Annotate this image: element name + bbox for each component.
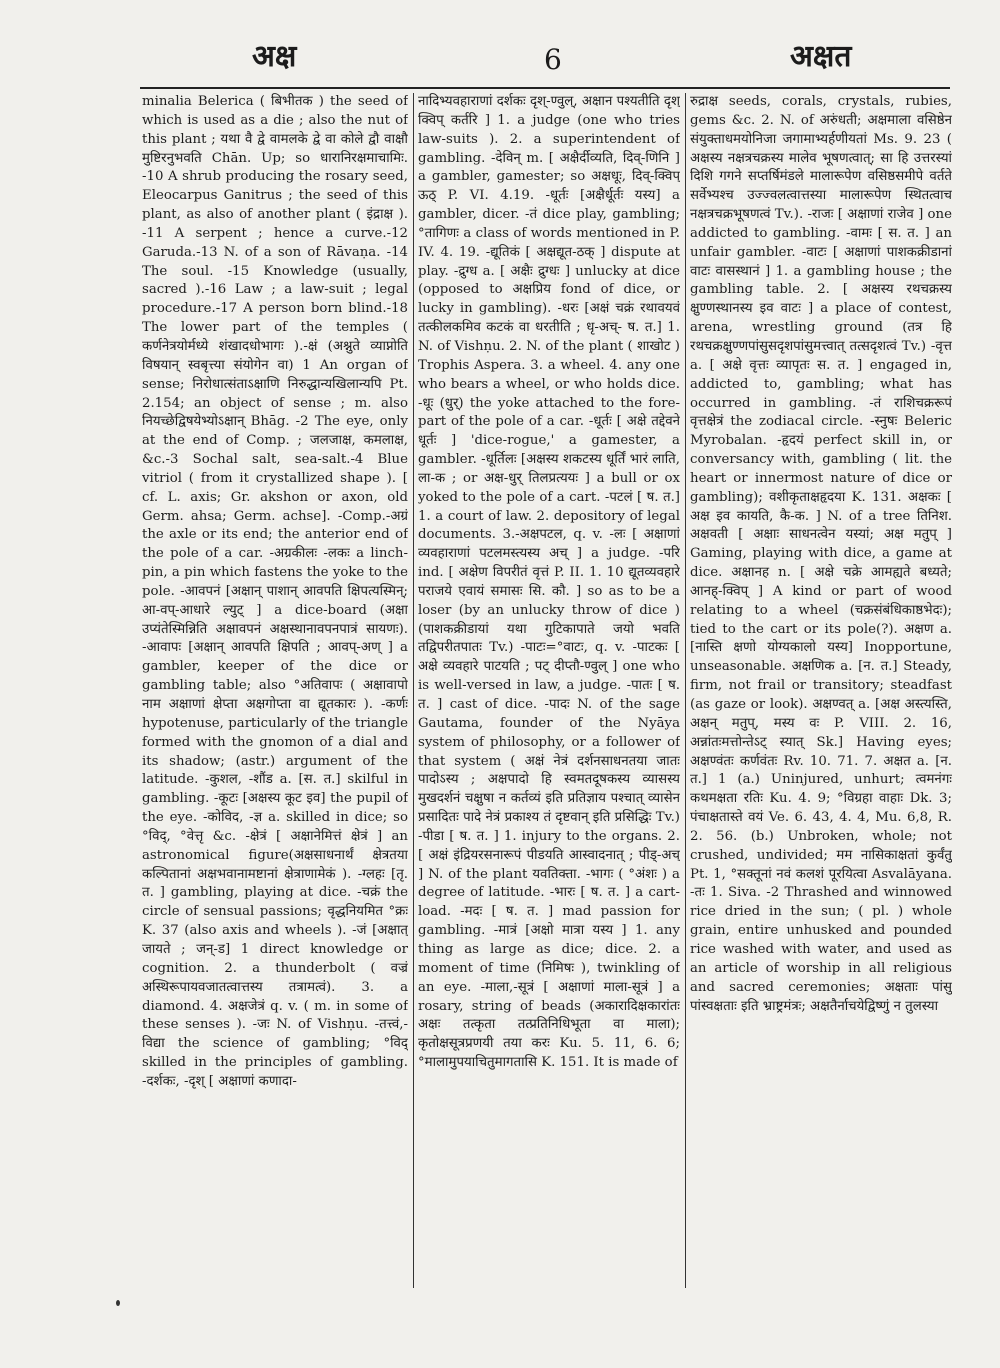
column-text: नादिभ्यवहाराणां दर्शकः दृश्-ण्वुल्, अक्षान पश्यतीति दृश् क्विप् कर्तरि ] 1. a judge (one who tries law-suits ). 2. a superintendent of gambling. -देविन् m. [ अक्षैर्दीव्यति, दिव्-णिनि ] a gambler, gamester; so अक्षधूः, दिव्-क्विप् ऊठ् P. VI. 4.19. -धूर्तः [अक्षैर्धूर्तः यस्य] a gambler, dicer. -तं dice play, gambling; °तागिणः a class of words mentioned in P. IV. 4. 19. -द्यूतिकं [ अक्षद्यूत-ठक् ] dispute at play. -द्रुग्ध a. [ अक्षैः द्रुग्धः ] unlucky at dice (opposed to अक्षप्रिय fond of dice, or lucky in gambling). -धरः [अक्षं चक्रं रथावयवं तत्कीलकमिव कटकं वा धरतीति ; धृ-अच्- ष. त.] 1. N. of Vishṇu. 2. N. of the plant ( शाखोट ) Trophis Aspera. 3. a wheel. 4. any one who bears a wheel, or who holds dice. -धूः (धुर्) the yoke attached to the fore-part of the pole of a car. -धूर्तः [ अक्षे तद्देवने धूर्तः ] 'dice-rogue,' a gamester, a gambler. -धूर्तिलः [अक्षस्य शकटस्य धूर्तिं भारं लाति, ला-क ; or अक्ष-धुर् तिलप्रत्ययः ] a bull or ox yoked to the pole of a cart. -पटलं [ ष. त.] 1. a court of law. 2. depository of legal documents. 3.-अक्षपटल, q. v. -लः [ अक्षाणां व्यवहाराणां पटलमस्त्यस्य अच् ] a judge. -परि ind. [ अक्षेण विपरीतं वृत्तं P. II. 1. 10 द्यूतव्यवहारे पराजये एवायं समासः सि. कौ. ] so as to be a loser (by an unlucky throw of dice ) (पाशकक्रीडायां यथा गुटिकापाते जयो भवति तद्विपरीतपातः Tv.) -पाटः=°वाटः, q. v. -पाटकः [ अक्षे व्यवहारे पाटयति ; पट् दीप्तौ-ण्वुल् ] one who is well-versed in law, a judge. -पातः [ ष. त. ] cast of dice. -पादः N. of the sage Gautama, founder of the Nyāya system of philosophy, or a follower of that system ( अक्षं नेत्रं दर्शनसाधनतया जातः पादोऽस्य ; अक्षपादो हि स्वमतदूषकस्य व्यासस्य मुखदर्शनं चक्षुषा न कर्तव्यं इति प्रतिज्ञाय पश्चात् व्यासेन प्रसादितः पादे नेत्रं प्रकाश्य तं दृष्टवान् इति प्रसिद्धिः Tv.) -पीडा [ ष. त. ] 1. injury to the organs. 2. [ अक्षं इंद्रियरसनारूपं पीडयति आस्वादनात् ; पीड्-अच् ] N. of the plant यवतिक्ता. -भागः ( °अंशः ) a degree of latitude. -भारः [ ष. त. ] a cart-load. -मदः [ ष. त. ] mad passion for gambling. -मात्रं [अक्षो मात्रा यस्य ] 1. any thing as large as dice; dice. 2. a moment of time (निमिषः ), twinkling of an eye. -माला,-सूत्रं [ अक्षाणां माला-सूत्रं ] a rosary, string of beads (अकारादिक्षकारांतः अक्षः तत्कृता तत्प्रतिनिधिभूता वा माला); कृतोक्षसूत्रप्रणयी तया करः Ku. 5. 11, 6. 6; °मालामुपयाचितुमागतासि K. 151. It is made of (418, 94, 680, 1071)
running-head-right: अक्षत (790, 39, 852, 74)
column-text: minalia Belerica ( बिभीतक ) the seed of which is used as a die ; also the nut of this plant ; यथा वै द्वे वामलके द्वे वा कोले द्वौ वाक्षौ मुष्टिरनुभवति Chān. Up; so धारानिरक्षमाचामिः. -10 A shrub producing the rosary seed, Eleocarpus Ganitrus ; the seed of this plant, as also of another plant ( इंद्राक्ष ). -11 A serpent ; hence a curve.-12 Garuda.-13 N. of a son of Rāvaṇa. -14 The soul. -15 Knowledge (usually, sacred ).-16 Law ; a law-suit ; legal procedure.-17 A person born blind.-18 The lower part of the temples ( कर्णनेत्रयोर्मध्ये शंखादधोभागः ).-क्षं (अश्नुते व्याप्नोति विषयान् स्वबृत्त्या संयोगेन वा) 1 An organ of sense; निरोधात्संताऽक्षाणि निरुद्धान्यखिलान्यपि Pt. 2.154; an object of sense ; m. also नियच्छेद्विषयेभ्योऽक्षान् Bhāg. -2 The eye, only at the end of Comp. ; जलजाक्ष, कमलाक्ष, &c.-3 Sochal salt, sea-salt.-4 Blue vitriol ( from it crystallized shape ). [ cf. L. axis; Gr. akshon or axon, old Germ. ahsa; Germ. achse]. -Comp.-अग्रं the axle or its end; the anterior end of the pole of a car. -अग्रकीलः -लकः a linch-pin, a pin which fastens the yoke to the pole. -आवपनं [अक्षान् पाशान् आवपति क्षिपत्यस्मिन्; आ-वप्-आधारे ल्युट् ] a dice-board (अक्षा उप्यंतेस्मिन्निति अक्षावपनं अक्षस्थानावपनपात्रं सायणः). -आवापः [अक्षान् आवपति क्षिपति ; आवप्-अण् ] a gambler, keeper of the dice or gambling table; also °अतिवापः ( अक्षावापो नाम अक्षाणां क्षेप्ता अक्षगोप्ता वा द्यूतकारः ). -कर्णः hypotenuse, particularly of the triangle formed with the gnomon of a dial and its shadow; (astr.) argument of the latitude. -कुशल, -शौंड a. [स. त.] skilful in gambling. -कूटः [अक्षस्य कूट इव] the pupil of the eye. -कोविद, -ज्ञ a. skilled in dice; so °विद्, °वेत्तृ &c. -क्षेत्रं [ अक्षानेमित्तं क्षेत्रं ] an astronomical figure(अक्षसाधनार्थं क्षेत्रतया कल्पितानां अक्षभवानामष्टानां क्षेत्राणामेकं ). -ग्लहः [तृ. त. ] gambling, playing at dice. -चक्रं the circle of sensual passions; वृद्धनियमित °क्रः K. 37 (also axis and wheels ). -जं [अक्षात् जायते ; जन्-ड] 1 direct knowledge or cognition. 2. a thunderbolt ( वज्रं अस्थिरूपायवजातत्वात्तस्य तत्रामत्वं). 3. a diamond. 4. अक्षजेत्रं q. v. ( m. in some of these senses ). -जः N. of Vishṇu. -तत्त्वं,-विद्या the science of gambling; °विद् skilled in the principles of gambling. -दर्शकः, -दृश् [ अक्षाणां कणादा- (142, 94, 408, 1089)
column-right (690, 93, 952, 1288)
column-text: रुद्राक्ष seeds, corals, crystals, rubies, gems &c. 2. N. of अरुंधती; अक्षमाला वसिष्ठेन संयुक्ताधमयोनिजा जगामाभ्यर्हणीयतां Ms. 9. 23 ( अक्षस्य नक्षत्रचक्रस्य मालेव भूषणत्वात्; सा हि उत्तरस्यां दिशि गगने सप्तर्षिमंडले मालारूपेण वसिष्ठसमीपे वर्तते सर्वेभ्यश्च उज्ज्वलत्वात्तस्या मालारूपेण स्थितत्वाच नक्षत्रचक्रभूषणत्वं Tv.). -राजः [ अक्षाणां राजेव ] one addicted to gambling. -वामः [ स. त. ] an unfair gambler. -वाटः [ अक्षाणां पाशकक्रीडानां वाटः वासस्थानं ] 1. a gambling house ; the gambling table. 2. [ अक्षस्य रथचक्रस्य क्षुण्णस्थानस्य इव वाटः ] a place of contest, arena, wrestling ground (तत्र हि रथचक्रक्षुण्णपांसुसदृशपांसुमत्त्वात् तत्सदृशत्वं Tv.) -वृत्त a. [ अक्षे वृत्तः व्यापृतः स. त. ] engaged in, addicted to, gambling; what has occurred in gambling. -तं राशिचक्ररूपं वृत्तक्षेत्रं the zodiacal circle. -स्नुषः Beleric Myrobalan. -हृदयं perfect skill in, or conversancy with, gambling ( lit. the heart or innermost nature of dice or gambling); वशीकृताक्षहृदया K. 131. अक्षकः [ अक्ष इव कायति, कै-क. ] N. of a tree तिनिश. अक्षवती [ अक्षाः साधनत्वेन यस्यां; अक्ष मतुप् ] Gaming, playing with dice, a game at dice. अक्षानह n. [ अक्षे चक्रे आमह्यते बध्यते; आनह्-क्विप् ] A kind or part of wood relating to a wheel (चक्रसंबंधिकाष्ठभेदः); tied to the cart or its pole(?). अक्षण a. [नास्ति क्षणो योग्यकालो यस्य] Inopportune, unseasonable. अक्षणिक a. [न. त.] Steady, firm, not frail or transitory; steadfast (as gaze or look). अक्षण्वत् a. [अक्ष अस्त्यस्ति, अक्षन् मतुप्, मस्य वः P. VIII. 2. 16, अन्नांतःमत्तोन्तेऽट् स्यात् Sk.] Having eyes; अक्षण्वंतः कर्णवंतः Rv. 10. 71. 7. अक्षत a. [न. त.] 1 (a.) Uninjured, unhurt; त्वमनंगः कथमक्षता रतिः Ku. 4. 9; °विग्रहा वाहाः Dk. 3; पंचाक्षतास्ते वयं Ve. 6. 43, 4. 4, Mu. 6,8, R. 2. 56. (b.) Unbroken, whole; not crushed, undivided; मम नासिकाक्षतां कुर्वंतु Pt. 1, °सक्तूनां नवं कलशं पूरयित्वा Asvalāyana. -तः 1. Siva. -2 Thrashed and winnowed rice dried in the sun; ( pl. ) whole grain, entire unhusked and pounded rice washed with water, and used as an article of worship in all religious and sacred ceremonies; अक्षताः पांसु पांस्वक्षताः इति भ्राष्ट्रमंत्रः; अक्षतैर्नाचयेद्विष्णुं न तुलस्या (690, 94, 952, 1014)
column-divider (413, 93, 414, 1288)
column-middle (418, 93, 680, 1288)
page-number: 6 (544, 43, 562, 76)
column-left (142, 93, 408, 1288)
running-head-left: अक्ष (252, 39, 297, 74)
header-rule (140, 87, 950, 89)
ink-speck (116, 1300, 120, 1306)
column-divider (685, 93, 686, 1288)
